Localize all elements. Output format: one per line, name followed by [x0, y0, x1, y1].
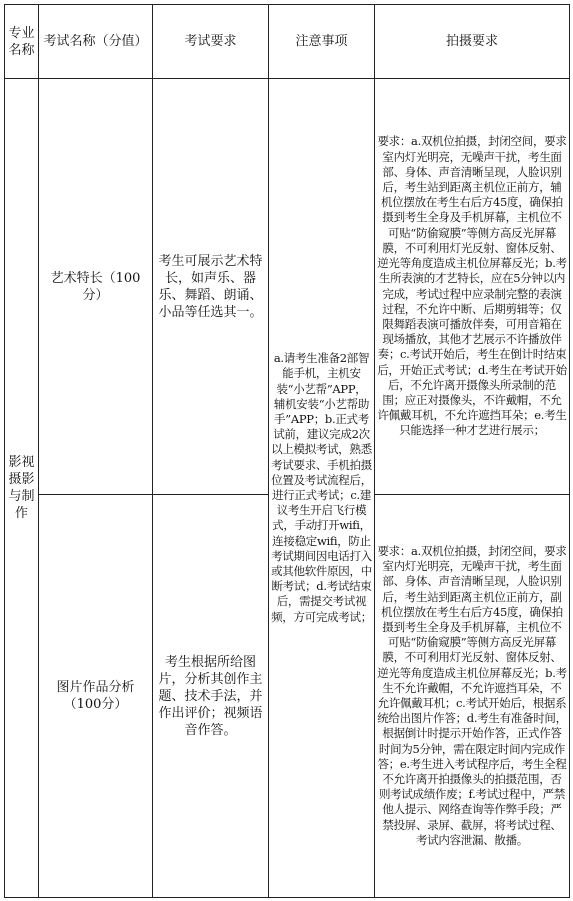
exam-name-cell: 图片作品分析（100分）	[39, 495, 153, 898]
shooting-requirement-cell: 要求：a.双机位拍摄，封闭空间，要求室内灯光明亮，无噪声干扰，考生面部、身体、声音清晰呈现，人脸识别后，考生站到距离主机位正前方，辅机位摆放在考生右后方45度，确保拍摄到考生全身及手机屏幕，主机位不可贴“防偷窥膜”等侧方高反光屏幕膜，不可利用灯光反射、窗体反射、逆光等角度造成主机位屏幕反光；b.考生所表演的才艺特长，应在5分钟以内完成，考试过程中应录制完整的表演过程，不允许中断、后期剪辑等；仅限舞蹈表演可播放伴奏，可用音箱在现场播放，其他才艺展示不许播放伴奏；c.考试开始后，考生在倒计时结束后，开始正式考试；d.考生在考试开始后，不允许离开摄像头所录制的范围；应正对摄像头，不许戴帽，不允许佩戴耳机，不允许遮挡耳朵；e.考生只能选择一种才艺进行展示；	[375, 79, 570, 495]
exam-requirements-table	[4, 4, 570, 898]
header-shooting: 拍摄要求	[375, 5, 570, 79]
header-major: 专业名称	[5, 5, 39, 79]
header-exam-name: 考试名称（分值）	[39, 5, 153, 79]
exam-name-cell: 艺术特长（100分）	[39, 79, 153, 495]
exam-requirement-cell: 考生可展示艺术特长，如声乐、器乐、舞蹈、朗诵、小品等任选其一。	[153, 79, 269, 495]
header-notes: 注意事项	[269, 5, 375, 79]
header-requirement: 考试要求	[153, 5, 269, 79]
exam-requirement-cell: 考生根据所给图片，分析其创作主题、技术手法，并作出评价；视频语音作答。	[153, 495, 269, 898]
shooting-requirement-cell: 要求：a.双机位拍摄，封闭空间，要求室内灯光明亮，无噪声干扰，考生面部、身体、声音清晰呈现，人脸识别后，考生站到距离主机位正前方，副机位摆放在考生右后方45度，确保拍摄到考生全身及手机屏幕，主机位不可贴“防偷窥膜”等侧方高反光屏幕膜，不可利用灯光反射、窗体反射、逆光等角度造成主机位屏幕反光；b.考生不允许戴帽，不允许遮挡耳朵，不允许佩戴耳机；c.考试开始后，根据系统给出图片作答；d.考生有准备时间，根据倒计时提示开始作答，正式作答时间为5分钟，需在限定时间内完成作答；e.考生进入考试程序后，考生全程不允许离开拍摄像头的拍摄范围，否则考试成绩作废；f.考试过程中，严禁他人提示、网络查询等作弊手段；严禁投屏、录屏、截屏，将考试过程、考试内容泄漏、散播。	[375, 495, 570, 898]
table-row	[5, 79, 570, 495]
major-cell: 影视摄影与制作	[5, 79, 39, 898]
notes-cell: a.请考生准备2部智能手机，主机安装“小艺帮”APP，辅机安装“小艺帮助手”APP；b.正式考试前，建议完成2次以上模拟考试，熟悉考试要求、手机拍摄位置及考试流程后，进行正式考试；c.建议考生开启飞行模式，手动打开wifi，连接稳定wifi，防止考试期间因电话打入或其他软件原因，中断考试；d.考试结束后，需提交考试视频，方可完成考试；	[269, 79, 375, 898]
header-row	[5, 5, 570, 79]
